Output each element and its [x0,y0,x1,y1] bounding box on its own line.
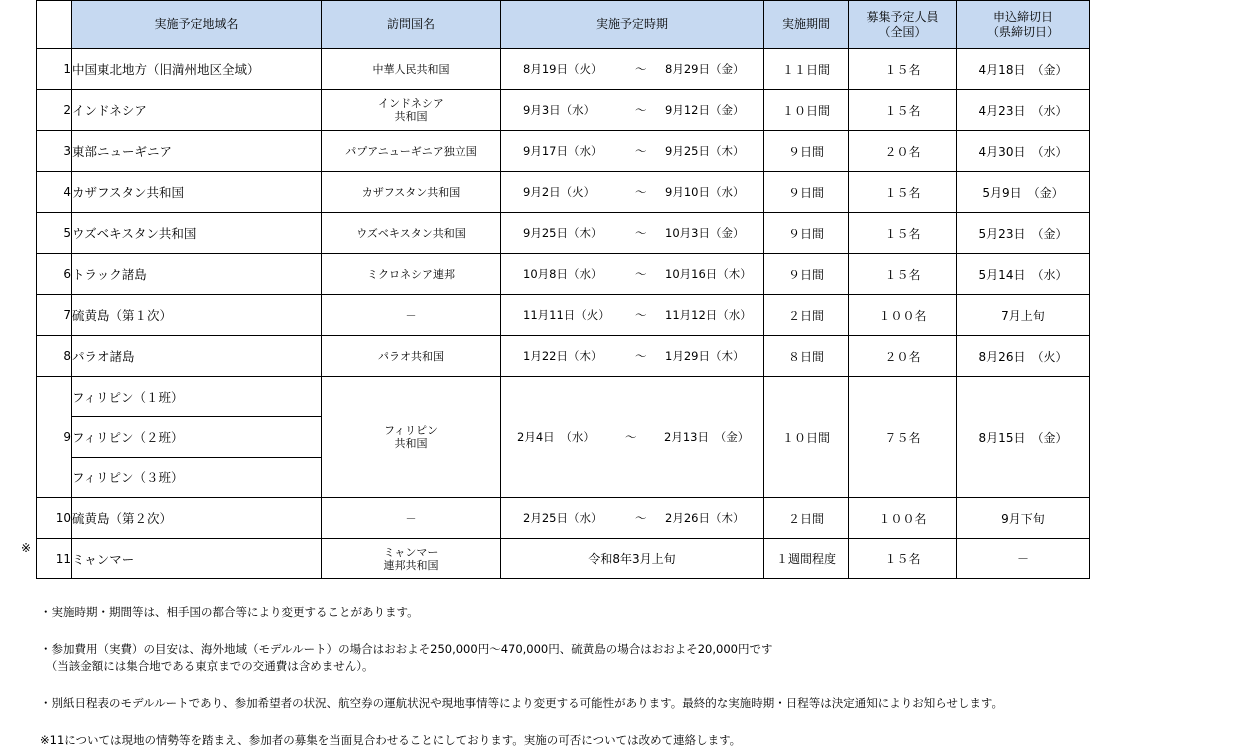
country-name-line: フィリピン [383,424,439,437]
header-region: 実施予定地域名 [72,1,322,49]
note-5: ※11については現地の情勢等を踏まえ、参加者の募集を当面見合わせることにしております。実施の可否については改めて連絡します。 [40,733,742,747]
period-dates [501,90,763,130]
country-name-line: 共和国 [394,437,428,450]
row-number: 2 [37,90,72,131]
country-name-line: 共和国 [394,110,428,123]
period-start: 9月17日（水） [523,144,603,158]
region-name: カザフスタン共和国 [72,172,322,213]
table-row [37,131,1090,172]
region-name: ミャンマー [72,539,322,579]
table-row [37,213,1090,254]
row-number: 4 [37,172,72,213]
duration: １０日間 [764,377,849,498]
period-dates [501,295,763,335]
country-name [322,49,501,90]
region-name: 硫黄島（第１次） [72,295,322,336]
note-4: ・別紙日程表のモデルルートであり、参加希望者の状況、航空券の運航状況や現地事情等により変更する可能性があります。最終的な実施時期・日程等は決定通知によりお知らせします。 [40,696,1003,710]
period-tilde: ～ [635,185,647,199]
table-row [37,336,1090,377]
deadline: 4月18日 （金） [957,49,1090,90]
country-name [322,295,501,336]
deadline: 8月26日 （火） [957,336,1090,377]
region-name: 中国東北地方（旧満州地区全域） [72,49,322,90]
period-start: 11月11日（火） [523,308,610,322]
note-2: ・参加費用（実費）の目安は、海外地域（モデルルート）の場合はおおよそ250,000円～470,000円、硫黄島の場合はおおよそ20,000円です [40,642,773,656]
capacity: １５名 [849,172,957,213]
period-cell [501,336,764,377]
period-tilde: ～ [635,511,647,525]
period-cell [501,49,764,90]
period-end: 1月29日（木） [665,349,745,363]
period-tilde: ～ [635,349,647,363]
period-tilde: ～ [635,62,647,76]
table-row [37,90,1090,131]
country-name-line: パラオ共和国 [378,349,444,363]
row-number: 7 [37,295,72,336]
period-start: 9月25日（木） [523,226,603,240]
note-3: （当該金額には集合地である東京までの交通費は含めません）。 [40,659,374,673]
header-deadline [957,1,1090,49]
row-number: 11 [37,539,72,579]
period-start: 1月22日（木） [523,349,603,363]
country-name [322,254,501,295]
capacity: ２０名 [849,336,957,377]
duration: ２日間 [764,295,849,336]
region-name: インドネシア [72,90,322,131]
capacity: １５名 [849,254,957,295]
deadline: 8月15日 （金） [957,377,1090,498]
country-name-line: 連邦共和国 [383,558,439,572]
duration: ９日間 [764,254,849,295]
period-start: 9月2日（火） [523,185,596,199]
country-name-line: パプアニューギニア独立国 [345,144,477,158]
country-name-line: ミャンマー [383,545,439,559]
country-name-line: インドネシア [378,97,444,110]
country-name [322,90,501,131]
table-row [37,498,1090,539]
period-dates [501,172,763,212]
row-number: 1 [37,49,72,90]
country-name [322,213,501,254]
period-end: 2月13日 （金） [664,430,750,444]
country-name [322,539,501,579]
period-cell [501,131,764,172]
period-cell [501,295,764,336]
deadline: 5月14日 （水） [957,254,1090,295]
capacity: １００名 [849,498,957,539]
country-name [322,377,501,498]
country-name-line: カザフスタン共和国 [361,185,461,199]
period-cell: 令和8年3月上旬 [501,539,764,579]
row-number: 5 [37,213,72,254]
period-tilde: ～ [635,226,647,240]
period-cell [501,172,764,213]
period-cell [501,90,764,131]
duration: ９日間 [764,131,849,172]
row-number: 8 [37,336,72,377]
period-tilde: ～ [635,103,647,117]
duration: ９日間 [764,213,849,254]
period-end: 9月25日（木） [665,144,745,158]
header-period: 実施予定時期 [501,1,764,49]
period-dates [501,213,763,253]
row-number: 9 [37,377,72,498]
region-name: ウズベキスタン共和国 [72,213,322,254]
capacity: １５名 [849,49,957,90]
duration: １週間程度 [764,539,849,579]
country-name [322,172,501,213]
row-number: 3 [37,131,72,172]
period-start: 2月4日 （水） [517,430,595,444]
country-name [322,498,501,539]
region-name: 硫黄島（第２次） [72,498,322,539]
period-dates [501,377,763,497]
region-name: トラック諸島 [72,254,322,295]
region-name: フィリピン（１班） [72,377,322,417]
period-end: 10月3日（金） [665,226,745,240]
table-row [37,49,1090,90]
period-tilde: ～ [635,308,647,322]
country-name-line: ウズベキスタン共和国 [356,226,466,240]
deadline: 9月下旬 [957,498,1090,539]
region-name: フィリピン（３班） [72,457,322,497]
table-row [37,377,1090,417]
header-duration: 実施期間 [764,1,849,49]
header-deadline-line1: 申込締切日 [992,9,1053,24]
country-name [322,336,501,377]
row11-mark: ※ [21,541,32,555]
header-capacity-line1: 募集予定人員 [866,9,939,24]
header-num [37,1,72,49]
region-name: フィリピン（２班） [72,417,322,457]
period-cell [501,377,764,498]
country-name-line: － [405,511,417,525]
header-country: 訪問国名 [322,1,501,49]
period-dates [501,336,763,376]
duration: ２日間 [764,498,849,539]
capacity: １５名 [849,213,957,254]
deadline: 7月上旬 [957,295,1090,336]
header-capacity-line2: （全国） [878,24,927,39]
region-name: パラオ諸島 [72,336,322,377]
header-row [37,1,1090,49]
capacity: １５名 [849,539,957,579]
row-number: 6 [37,254,72,295]
period-end: 2月26日（木） [665,511,745,525]
deadline: 4月23日 （水） [957,90,1090,131]
period-end: 9月12日（金） [665,103,745,117]
period-cell [501,498,764,539]
period-tilde: ～ [625,430,637,444]
row-number: 10 [37,498,72,539]
period-tilde: ～ [635,267,647,281]
table-row [37,295,1090,336]
country-name-line: 中華人民共和国 [372,62,450,76]
duration: １１日間 [764,49,849,90]
period-start: 8月19日（火） [523,62,603,76]
period-dates [501,498,763,538]
period-start: 2月25日（水） [523,511,603,525]
period-dates [501,131,763,171]
period-cell [501,254,764,295]
period-end: 9月10日（水） [665,185,745,199]
table-row [37,539,1090,579]
table-row [37,254,1090,295]
deadline: 5月9日 （金） [957,172,1090,213]
header-capacity [849,1,957,49]
capacity: ２０名 [849,131,957,172]
capacity: １５名 [849,90,957,131]
period-dates [501,49,763,89]
period-start: 9月3日（水） [523,103,596,117]
note-1: ・実施時期・期間等は、相手国の都合等により変更することがあります。 [40,605,419,619]
capacity: ７５名 [849,377,957,498]
period-end: 8月29日（金） [665,62,745,76]
period-cell [501,213,764,254]
country-name-line: ミクロネシア連邦 [367,267,455,281]
period-start: 10月8日（水） [523,267,603,281]
schedule-table [36,0,1090,579]
period-end: 11月12日（水） [665,308,752,322]
period-end: 10月16日（木） [665,267,752,281]
deadline: 4月30日 （水） [957,131,1090,172]
duration: １０日間 [764,90,849,131]
table-row [37,172,1090,213]
deadline: 5月23日 （金） [957,213,1090,254]
period-tilde: ～ [635,144,647,158]
region-name: 東部ニューギニア [72,131,322,172]
period-dates [501,254,763,294]
country-name [322,131,501,172]
duration: ９日間 [764,172,849,213]
country-name-line: － [405,308,417,322]
deadline: － [957,539,1090,579]
capacity: １００名 [849,295,957,336]
header-deadline-line2: （県締切日） [986,24,1059,39]
duration: ８日間 [764,336,849,377]
